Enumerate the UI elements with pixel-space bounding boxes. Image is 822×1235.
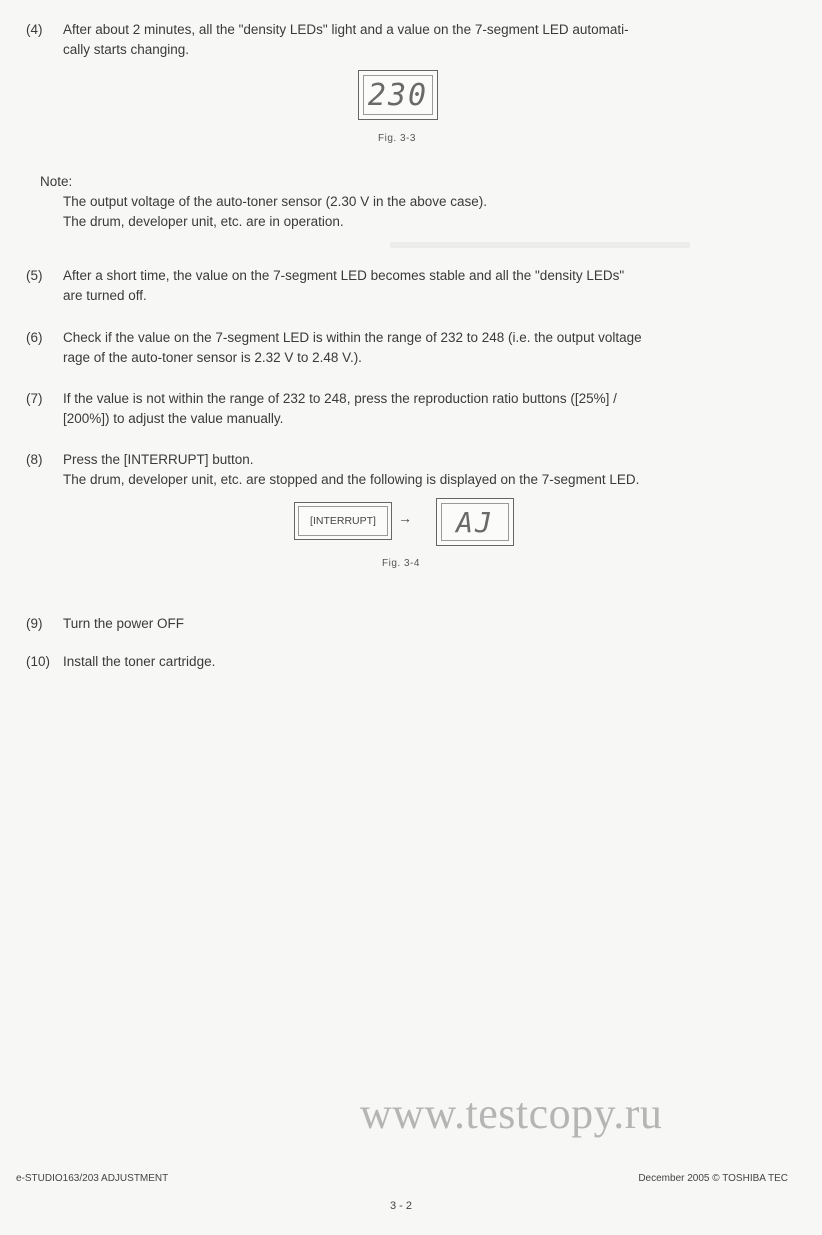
figure-caption: Fig. 3-3 <box>378 133 416 144</box>
watermark: www.testcopy.ru <box>360 1089 663 1138</box>
scan-artifact <box>390 242 690 248</box>
step-7 <box>26 389 796 429</box>
note-line: The output voltage of the auto-toner sensor (2.30 V in the above case). <box>63 194 488 209</box>
seven-segment-display <box>358 70 438 120</box>
step-number: (9) <box>26 616 43 631</box>
step-text-line: Turn the power OFF <box>63 616 185 631</box>
interrupt-button-illustration <box>294 502 392 540</box>
led-value: AJ <box>441 503 509 541</box>
step-text-line: Install the toner cartridge. <box>63 654 216 669</box>
step-text-line: After about 2 minutes, all the "density LEDs" light and a value on the 7-segment LED automati- <box>63 22 629 37</box>
figure-caption: Fig. 3-4 <box>382 558 420 569</box>
led-value: 230 <box>363 75 433 115</box>
step-text-line: Press the [INTERRUPT] button. <box>63 452 254 467</box>
interrupt-label: [INTERRUPT] <box>298 506 388 536</box>
step-text-line: If the value is not within the range of 232 to 248, press the reproduction ratio buttons ([25%] / <box>63 391 617 406</box>
footer-date: December 2005 © TOSHIBA TEC <box>638 1173 788 1184</box>
step-text-line: rage of the auto-toner sensor is 2.32 V to 2.48 V.). <box>63 350 362 365</box>
seven-segment-display <box>436 498 514 546</box>
note-block <box>40 172 487 232</box>
step-number: (10) <box>26 654 51 669</box>
arrow-right-icon: → <box>398 510 412 526</box>
page-number: 3 - 2 <box>390 1200 413 1212</box>
step-5 <box>26 266 796 306</box>
note-title: Note: <box>40 174 73 189</box>
step-text-line: cally starts changing. <box>63 42 190 57</box>
step-number: (6) <box>26 330 43 345</box>
step-text-line: After a short time, the value on the 7-segment LED becomes stable and all the "density LEDs" <box>63 268 625 283</box>
step-text-line: Check if the value on the 7-segment LED is within the range of 232 to 248 (i.e. the output voltage <box>63 330 642 345</box>
note-line: The drum, developer unit, etc. are in operation. <box>63 214 344 229</box>
step-text-line: [200%]) to adjust the value manually. <box>63 411 284 426</box>
step-6 <box>26 328 796 368</box>
step-number: (8) <box>26 452 43 467</box>
step-4 <box>26 20 796 60</box>
step-10 <box>26 652 796 672</box>
step-text-line: are turned off. <box>63 288 147 303</box>
footer-title: e-STUDIO163/203 ADJUSTMENT <box>16 1173 169 1184</box>
step-number: (4) <box>26 22 43 37</box>
step-number: (5) <box>26 268 43 283</box>
step-8 <box>26 450 796 490</box>
step-text-line: The drum, developer unit, etc. are stopped and the following is displayed on the 7-segment LED. <box>63 472 640 487</box>
step-number: (7) <box>26 391 43 406</box>
step-9 <box>26 614 796 634</box>
